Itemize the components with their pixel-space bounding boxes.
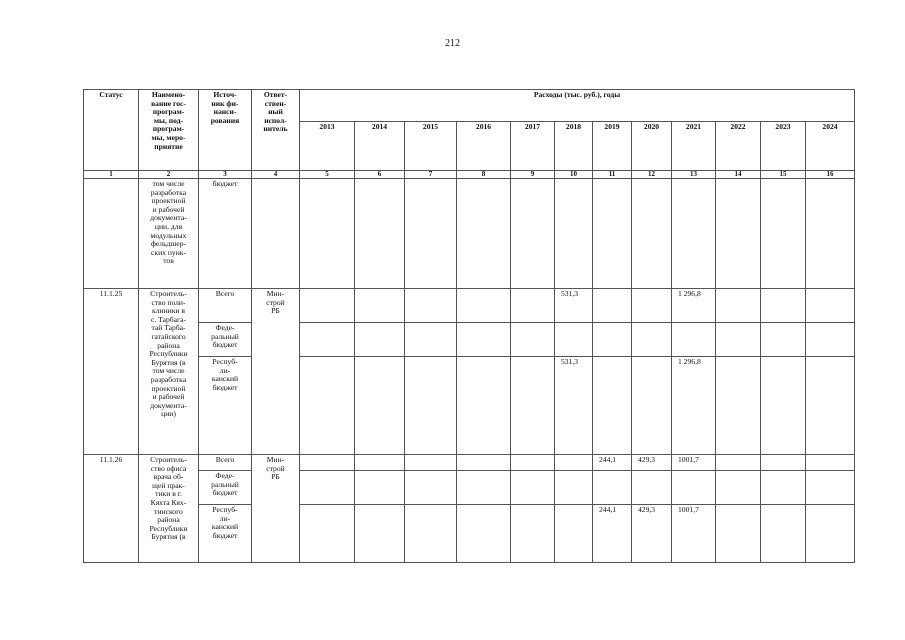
column-number: 12 bbox=[632, 171, 672, 179]
value-cell bbox=[593, 323, 632, 357]
value-cell bbox=[355, 289, 405, 323]
value-cell bbox=[355, 357, 405, 455]
value-cell bbox=[761, 323, 806, 357]
value-cell bbox=[555, 505, 593, 563]
value-cell bbox=[761, 455, 806, 471]
value-cell bbox=[806, 471, 855, 505]
value-cell bbox=[300, 455, 355, 471]
source-cell: Всего bbox=[199, 289, 252, 323]
cont-name-cell: том числе разработка проектной и рабочей документа- ции, для модульных фельдшер- ских пунк- тов bbox=[139, 179, 199, 289]
status-cell: 11.1.26 bbox=[84, 455, 139, 563]
value-cell bbox=[457, 455, 511, 471]
value-cell bbox=[716, 357, 761, 455]
value-cell bbox=[806, 289, 855, 323]
value-cell bbox=[300, 357, 355, 455]
value-cell bbox=[632, 289, 672, 323]
column-number: 16 bbox=[806, 171, 855, 179]
page-number: 212 bbox=[445, 38, 460, 49]
header-year: 2019 bbox=[593, 122, 632, 171]
table-row bbox=[84, 357, 855, 455]
table-row bbox=[84, 289, 855, 323]
value-cell bbox=[632, 357, 672, 455]
column-number: 9 bbox=[511, 171, 555, 179]
value-cell bbox=[761, 289, 806, 323]
column-number: 8 bbox=[457, 171, 511, 179]
value-cell: 429,3 bbox=[632, 505, 672, 563]
cont-status-cell bbox=[84, 179, 139, 289]
value-cell bbox=[806, 455, 855, 471]
value-cell: 1 296,8 bbox=[672, 289, 716, 323]
value-cell bbox=[355, 323, 405, 357]
header-year: 2020 bbox=[632, 122, 672, 171]
header-expenses: Расходы (тыс. руб.), годы bbox=[300, 90, 855, 122]
column-number: 14 bbox=[716, 171, 761, 179]
status-cell: 11.1.25 bbox=[84, 289, 139, 455]
value-cell bbox=[806, 505, 855, 563]
column-number: 15 bbox=[761, 171, 806, 179]
source-cell: Феде- ральный бюджет bbox=[199, 323, 252, 357]
value-cell bbox=[593, 357, 632, 455]
value-cell: 531,3 bbox=[555, 357, 593, 455]
name-cell: Строитель- ство поли- клиники в с. Тарбага- тай Тарба- гатайского района Республики Бурятия (в том числе разработка проектной и рабочей документа- ции) bbox=[139, 289, 199, 455]
value-cell: 1001,7 bbox=[672, 505, 716, 563]
header-year: 2022 bbox=[716, 122, 761, 171]
header-year: 2017 bbox=[511, 122, 555, 171]
header-source: Источ- ник фи- нанси- рования bbox=[199, 90, 252, 171]
cont-executor-cell bbox=[252, 179, 300, 289]
value-cell bbox=[405, 323, 457, 357]
value-cell bbox=[555, 323, 593, 357]
header-name: Наимено- вание гос- програм- мы, под- програм- мы, меро- приятие bbox=[139, 90, 199, 171]
value-cell bbox=[405, 471, 457, 505]
executor-cell: Мин- строй РБ bbox=[252, 455, 300, 563]
value-cell bbox=[405, 289, 457, 323]
value-cell bbox=[761, 357, 806, 455]
column-number: 11 bbox=[593, 171, 632, 179]
column-number: 7 bbox=[405, 171, 457, 179]
value-cell bbox=[672, 323, 716, 357]
value-cell bbox=[300, 289, 355, 323]
value-cell bbox=[716, 289, 761, 323]
value-cell: 244,1 bbox=[593, 455, 632, 471]
executor-cell: Мин- строй РБ bbox=[252, 289, 300, 455]
header-executor: Ответ- ствен- ный испол- нитель bbox=[252, 90, 300, 171]
value-cell bbox=[511, 505, 555, 563]
value-cell bbox=[355, 471, 405, 505]
table-row bbox=[84, 505, 855, 563]
value-cell bbox=[355, 505, 405, 563]
value-cell bbox=[716, 455, 761, 471]
header-year: 2021 bbox=[672, 122, 716, 171]
value-cell bbox=[511, 323, 555, 357]
value-cell bbox=[457, 289, 511, 323]
value-cell: 1 296,8 bbox=[672, 357, 716, 455]
source-cell: Респуб- ли- канский бюджет bbox=[199, 505, 252, 563]
value-cell bbox=[300, 505, 355, 563]
value-cell bbox=[405, 357, 457, 455]
header-year: 2014 bbox=[355, 122, 405, 171]
value-cell bbox=[300, 323, 355, 357]
source-cell: Феде- ральный бюджет bbox=[199, 471, 252, 505]
value-cell bbox=[716, 323, 761, 357]
value-cell bbox=[593, 289, 632, 323]
value-cell bbox=[672, 471, 716, 505]
column-number: 2 bbox=[139, 171, 199, 179]
header-year: 2013 bbox=[300, 122, 355, 171]
value-cell bbox=[716, 505, 761, 563]
source-cell: Всего bbox=[199, 455, 252, 471]
value-cell: 1001,7 bbox=[672, 455, 716, 471]
cont-source-cell: бюджет bbox=[199, 179, 252, 289]
column-number: 4 bbox=[252, 171, 300, 179]
header-year: 2024 bbox=[806, 122, 855, 171]
value-cell: 244,1 bbox=[593, 505, 632, 563]
header-year: 2023 bbox=[761, 122, 806, 171]
header-status: Статус bbox=[84, 90, 139, 171]
name-cell: Строитель- ство офиса врача об- щей прак- тики в г. Кяхта Кях- тинского района Республики Бурятия (в bbox=[139, 455, 199, 563]
column-number: 10 bbox=[555, 171, 593, 179]
column-number: 3 bbox=[199, 171, 252, 179]
value-cell bbox=[555, 471, 593, 505]
value-cell bbox=[511, 455, 555, 471]
table-row bbox=[84, 323, 855, 357]
value-cell bbox=[511, 289, 555, 323]
value-cell bbox=[457, 357, 511, 455]
value-cell bbox=[355, 455, 405, 471]
column-number: 13 bbox=[672, 171, 716, 179]
value-cell bbox=[300, 471, 355, 505]
header-year: 2016 bbox=[457, 122, 511, 171]
value-cell bbox=[632, 471, 672, 505]
table-row bbox=[84, 455, 855, 471]
column-number: 1 bbox=[84, 171, 139, 179]
value-cell bbox=[806, 323, 855, 357]
value-cell bbox=[457, 505, 511, 563]
value-cell bbox=[716, 471, 761, 505]
value-cell bbox=[593, 471, 632, 505]
value-cell bbox=[632, 323, 672, 357]
header-year: 2018 bbox=[555, 122, 593, 171]
value-cell: 531,3 bbox=[555, 289, 593, 323]
source-cell: Респуб- ли- канский бюджет bbox=[199, 357, 252, 455]
value-cell bbox=[806, 357, 855, 455]
value-cell bbox=[511, 471, 555, 505]
value-cell bbox=[555, 455, 593, 471]
value-cell bbox=[405, 505, 457, 563]
expenses-table bbox=[83, 89, 855, 563]
value-cell bbox=[405, 455, 457, 471]
header-year: 2015 bbox=[405, 122, 457, 171]
column-number: 6 bbox=[355, 171, 405, 179]
value-cell bbox=[761, 505, 806, 563]
value-cell bbox=[761, 471, 806, 505]
value-cell: 429,3 bbox=[632, 455, 672, 471]
table-row bbox=[84, 471, 855, 505]
column-number: 5 bbox=[300, 171, 355, 179]
value-cell bbox=[511, 357, 555, 455]
value-cell bbox=[457, 323, 511, 357]
value-cell bbox=[457, 471, 511, 505]
